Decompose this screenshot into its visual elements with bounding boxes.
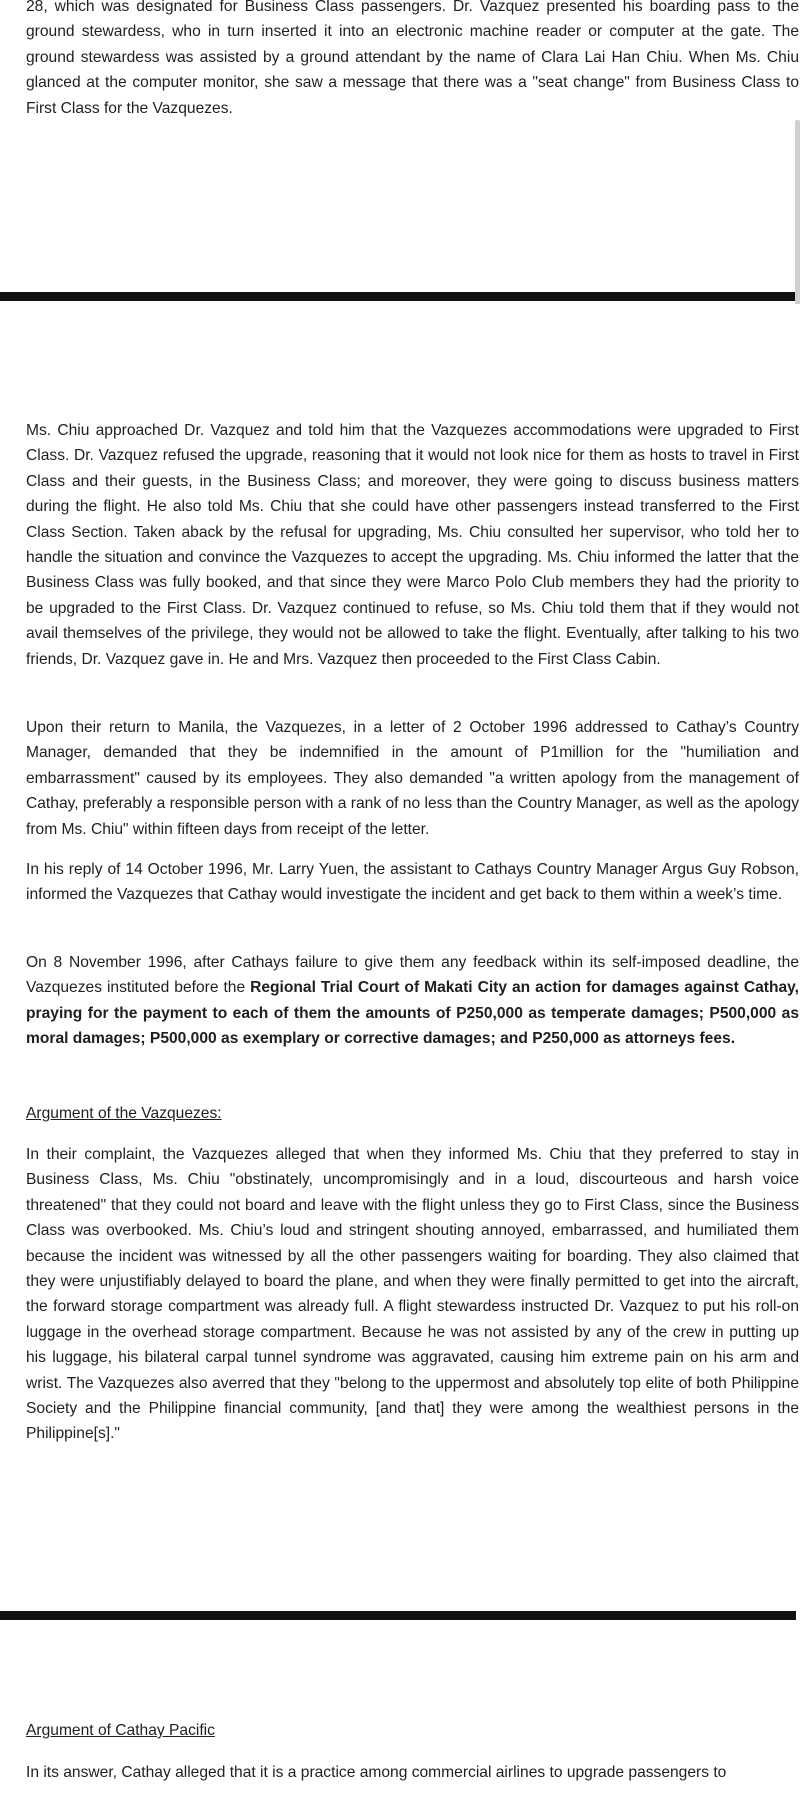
paragraph-cathay-answer: In its answer, Cathay alleged that it is a practice among commercial airlines to upgrade passengers to xyxy=(26,1764,727,1781)
document-page-1 xyxy=(0,0,810,292)
heading-argument-cathay: Argument of Cathay Pacific xyxy=(26,1722,215,1739)
paragraph-yuen-reply: In his reply of 14 October 1996, Mr. Larry Yuen, the assistant to Cathays Country Manager Argus Guy Robson, informed the Vazquezes that Cathay would investigate the incident and get back to them within a week’s time. xyxy=(26,861,799,904)
heading-argument-vazquezes: Argument of the Vazquezes: xyxy=(26,1105,222,1122)
paragraph-upgrade-refusal: Ms. Chiu approached Dr. Vazquez and told him that the Vazquezes accommodations were upgraded to First Class. Dr. Vazquez refused the upgrade, reasoning that it would not look nice for them as hosts to travel in First Class and their guests, in the Business Class; and moreover, they were going to discuss business matters during the flight. He also told Ms. Chiu that she could have other passengers instead transferred to the First Class Section. Taken aback by the refusal for upgrading, Ms. Chiu consulted her supervisor, who told her to handle the situation and convince the Vazquezes to accept the upgrading. Ms. Chiu informed the latter that the Business Class was fully booked, and that since they were Marco Polo Club members they had the priority to be upgraded to the First Class. Dr. Vazquez continued to refuse, so Ms. Chiu told them that if they would not avail themselves of the privilege, they would not be allowed to take the flight. Eventually, after talking to his two friends, Dr. Vazquez gave in. He and Mrs. Vazquez then proceeded to the First Class Cabin. xyxy=(26,422,799,668)
scrollbar-thumb[interactable] xyxy=(795,120,800,312)
page-break xyxy=(0,292,796,301)
page-break xyxy=(0,1611,796,1620)
document-page-2 xyxy=(0,304,810,1610)
paragraph-demand-letter: Upon their return to Manila, the Vazquezes, in a letter of 2 October 1996 addressed to Cathay’s Country Manager, demanded that they be indemnified in the amount of P1million for the "humiliation and embarrassment" caused by its employees. They also demanded "a written apology from the management of Cathay, preferably a responsible person with a rank of no less than the Country Manager, as well as the apology from Ms. Chiu" within fifteen days from receipt of the letter. xyxy=(26,719,799,838)
document-page-3 xyxy=(0,1622,810,1800)
paragraph-boarding-seat-change: 28, which was designated for Business Class passengers. Dr. Vazquez presented his boarding pass to the ground stewardess, who in turn inserted it into an electronic machine reader or computer at the gate. The ground stewardess was assisted by a ground attendant by the name of Clara Lai Han Chiu. When Ms. Chiu glanced at the computer monitor, she saw a message that there was a "seat change" from Business Class to First Class for the Vazquezes. xyxy=(26,0,799,117)
paragraph-damages-action xyxy=(26,950,799,1052)
damages-action-text: On 8 November 1996, after Cathays failure to give them any feedback within its self-imposed deadline, the Vazquezes instituted before the xyxy=(26,954,799,997)
paragraph-vazquez-complaint: In their complaint, the Vazquezes alleged that when they informed Ms. Chiu that they preferred to stay in Business Class, Ms. Chiu "obstinately, uncompromisingly and in a loud, discourteous and harsh voice threatened" that they could not board and leave with the flight unless they go to First Class, since the Business Class was overbooked. Ms. Chiu’s loud and stringent shouting annoyed, embarrassed, and humiliated them because the incident was witnessed by all the other passengers waiting for boarding. They also claimed that they were unjustifiably delayed to board the plane, and when they were finally permitted to get into the aircraft, the forward storage compartment was already full. A flight stewardess instructed Dr. Vazquez to put his roll-on luggage in the overhead storage compartment. Because he was not assisted by any of the crew in putting up his luggage, his bilateral carpal tunnel syndrome was aggravated, causing him extreme pain on his arm and wrist. The Vazquezes also averred that they "belong to the uppermost and absolutely top elite of both Philippine Society and the Philippine financial community, [and that] they were among the wealthiest persons in the Philippine[s]." xyxy=(26,1146,799,1443)
damages-action-bold-text: Regional Trial Court of Makati City an action for damages against Cathay, praying for the payment to each of them the amounts of P250,000 as temperate damages; P500,000 as moral damages; P500,000 as exemplary or corrective damages; and P250,000 as attorneys fees. xyxy=(26,979,799,1048)
